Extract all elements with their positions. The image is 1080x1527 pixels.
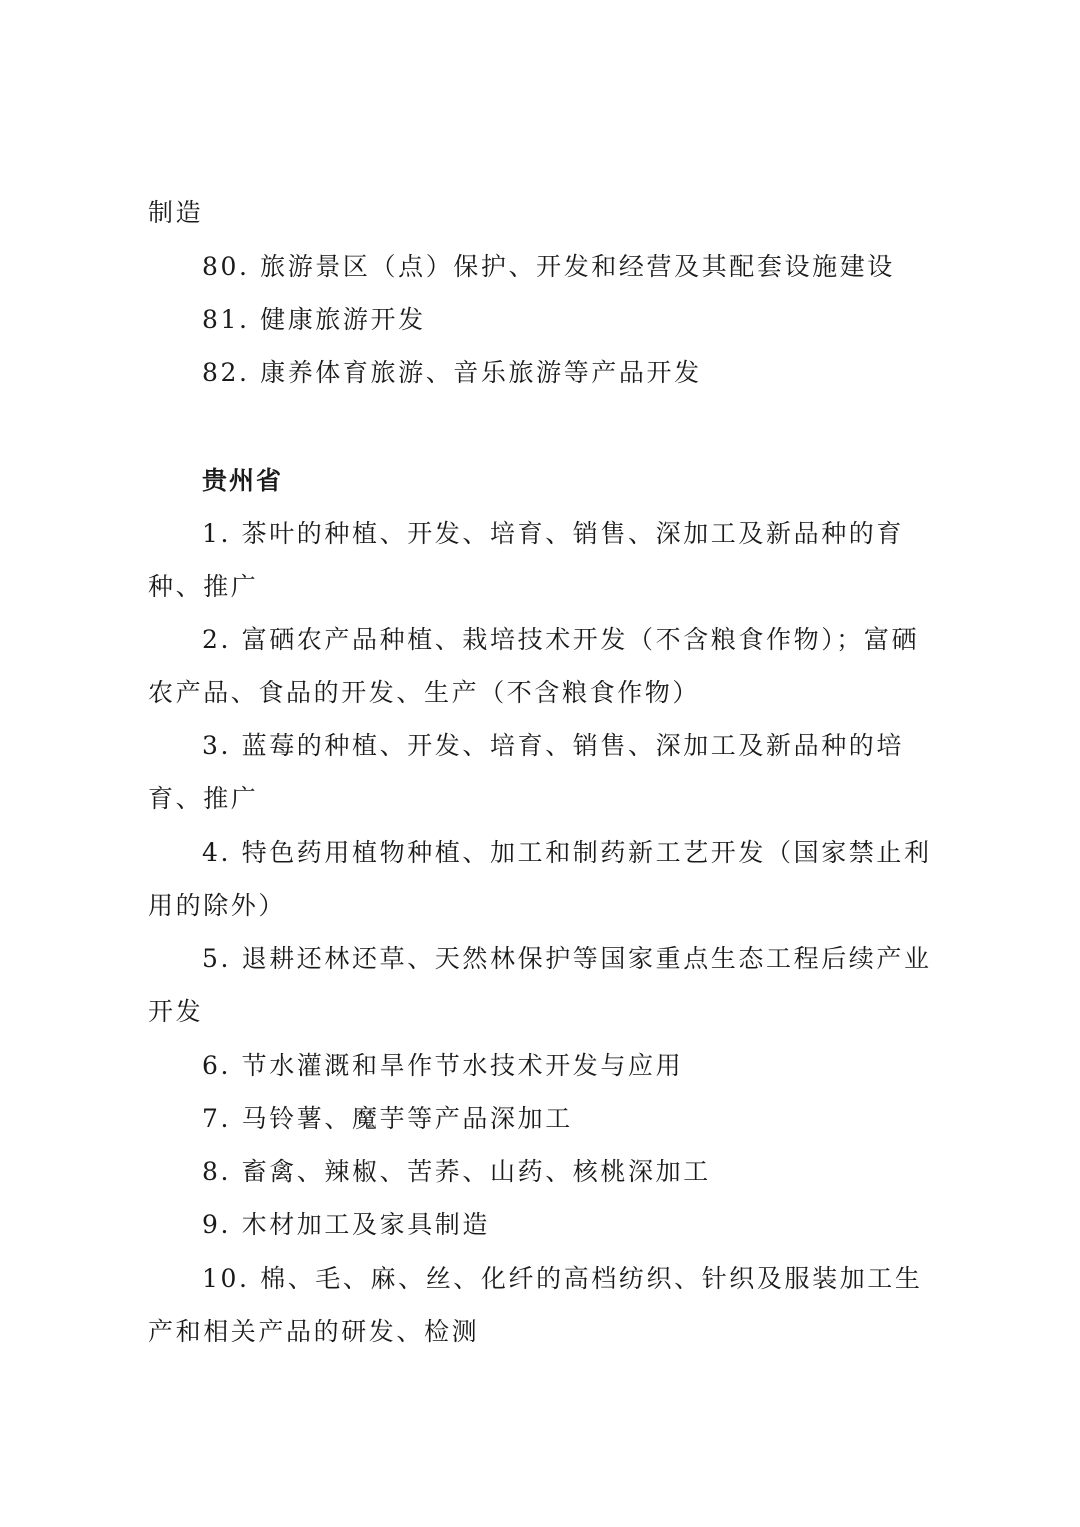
continuation-text: 制造 bbox=[148, 198, 204, 227]
list-item-81: 81. 健康旅游开发 bbox=[202, 305, 426, 334]
list-item-7: 7. 马铃薯、魔芋等产品深加工 bbox=[202, 1104, 573, 1133]
list-item-10: 10. 棉、毛、麻、丝、化纤的高档纺织、针织及服装加工生产和相关产品的研发、检测 bbox=[148, 1264, 923, 1346]
list-item-2: 2. 富硒农产品种植、栽培技术开发（不含粮食作物）；富硒农产品、食品的开发、生产（不含粮食作物） bbox=[148, 625, 920, 707]
list-item-4: 4. 特色药用植物种植、加工和制药新工艺开发（国家禁止利用的除外） bbox=[148, 838, 932, 920]
list-item-3: 3. 蓝莓的种植、开发、培育、销售、深加工及新品种的培育、推广 bbox=[148, 731, 905, 813]
list-item-1: 1. 茶叶的种植、开发、培育、销售、深加工及新品种的育种、推广 bbox=[148, 519, 905, 601]
list-item-82: 82. 康养体育旅游、音乐旅游等产品开发 bbox=[202, 358, 702, 387]
list-item-6: 6. 节水灌溉和旱作节水技术开发与应用 bbox=[202, 1051, 684, 1080]
list-item-9: 9. 木材加工及家具制造 bbox=[202, 1210, 491, 1239]
list-item-80: 80. 旅游景区（点）保护、开发和经营及其配套设施建设 bbox=[202, 252, 895, 281]
list-item-5: 5. 退耕还林还草、天然林保护等国家重点生态工程后续产业开发 bbox=[148, 944, 932, 1026]
list-item-8: 8. 畜禽、辣椒、苦荞、山药、核桃深加工 bbox=[202, 1157, 711, 1186]
section-title: 贵州省 bbox=[202, 466, 284, 495]
